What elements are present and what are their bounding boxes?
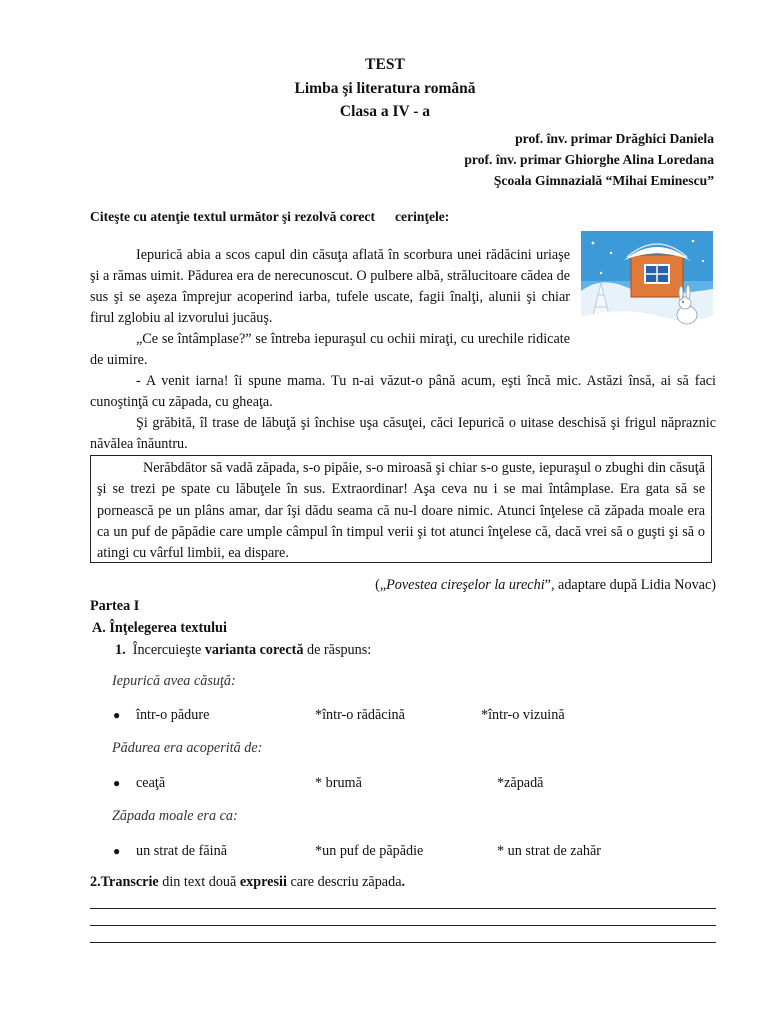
q1-item-2-option-b[interactable]: * brumă <box>315 775 362 791</box>
text-source: („Povestea cireşelor la urechi”, adaptare după Lidia Novac) <box>375 577 716 593</box>
q1-item-1-question: Iepurică avea căsuţă: <box>112 673 236 689</box>
bullet-icon: ● <box>113 844 121 858</box>
grade-title: Clasa a IV - a <box>339 103 431 120</box>
q1-item-2-option-a[interactable]: ceaţă <box>136 775 166 791</box>
q1-item-3-option-c[interactable]: * un strat de zahăr <box>497 843 601 859</box>
q1-item-1-option-c[interactable]: *într-o vizuină <box>481 707 565 723</box>
test-title: TEST <box>365 56 405 73</box>
school-name: Şcoala Gimnazială “Mihai Eminescu” <box>493 173 714 188</box>
answer-line-1[interactable] <box>90 908 716 909</box>
answer-line-2[interactable] <box>90 925 716 926</box>
bullet-icon: ● <box>113 708 121 722</box>
winter-house-illustration <box>581 231 713 335</box>
author-1: prof. înv. primar Drăghici Daniela <box>515 131 714 146</box>
boxed-paragraph: Nerăbdător să vadă zăpada, s-o pipăie, s-o miroasă şi chiar s-o guste, iepuraşul o zbughi din căsuţă şi se trezi pe spate cu lăbuţele în sus. Extraordinar! Aşa ceva nu i se mai întâmplase. Era gata să se pornească pe un plâns amar, dar îşi dădu seama că nu-l doare nimic. Atunci înţelese că zăpada moale era ca un puf de păpădie care umple câmpul în timpul verii şi tot atunci înţelese că, dacă vrei să o guşti şi să o atingi cu vârful limbii, ea dispare. <box>90 455 712 563</box>
story-paragraph-4: Şi grăbită, îl trase de lăbuţă şi închise uşa căsuţei, căci Iepurică o uitase deschisă şi frigul năpraznic năvălea înăuntru. <box>90 415 716 452</box>
q1-item-2-option-c[interactable]: *zăpadă <box>497 775 544 791</box>
question-2-prompt: 2.Transcrie din text două expresii care descriu zăpada. <box>90 874 406 890</box>
answer-line-3[interactable] <box>90 942 716 943</box>
section-heading: A. Înţelegerea textului <box>92 620 227 636</box>
q1-item-3-option-a[interactable]: un strat de făină <box>136 843 227 859</box>
subject-title: Limba şi literatura română <box>294 80 476 97</box>
q1-item-3-option-b[interactable]: *un puf de păpădie <box>315 843 424 859</box>
q1-item-2-question: Pădurea era acoperită de: <box>112 740 263 756</box>
q1-item-1-option-a[interactable]: într-o pădure <box>136 707 210 723</box>
part-heading: Partea I <box>90 598 140 614</box>
story-paragraph-1: Iepurică abia a scos capul din căsuţa aflată în scorbura unei rădăcini uriaşe şi a rămas uimit. Pădurea era de nerecunoscut. O pulbere albă, strălucitoare cădea de sus şi se aşeza împrejur acoperind iarba, tufele uscate, fagii înalţi, alunii şi chiar firul zglobiu al izvorului jucăuş. <box>90 247 570 326</box>
story-paragraph-3: - A venit iarna! îi spune mama. Tu n-ai văzut-o până acum, eşti încă mic. Astăzi însă, ai să faci cunoştinţă cu zăpada, cu gheaţa. <box>90 373 716 410</box>
bullet-icon: ● <box>113 776 121 790</box>
question-1-prompt: 1. Încercuieşte varianta corectă de răspuns: <box>115 642 372 658</box>
author-2: prof. înv. primar Ghiorghe Alina Loredana <box>464 152 714 167</box>
story-paragraph-2: „Ce se întâmplase?” se întreba iepuraşul cu ochii miraţi, cu urechile ridicate de uimire. <box>90 331 570 368</box>
authors-block <box>464 128 714 191</box>
q1-item-1-option-b[interactable]: *într-o rădăcină <box>315 707 405 723</box>
instructions: Citeşte cu atenţie textul următor şi rezolvă corect cerinţele: <box>90 209 450 224</box>
q1-item-3-question: Zăpada moale era ca: <box>112 808 238 824</box>
